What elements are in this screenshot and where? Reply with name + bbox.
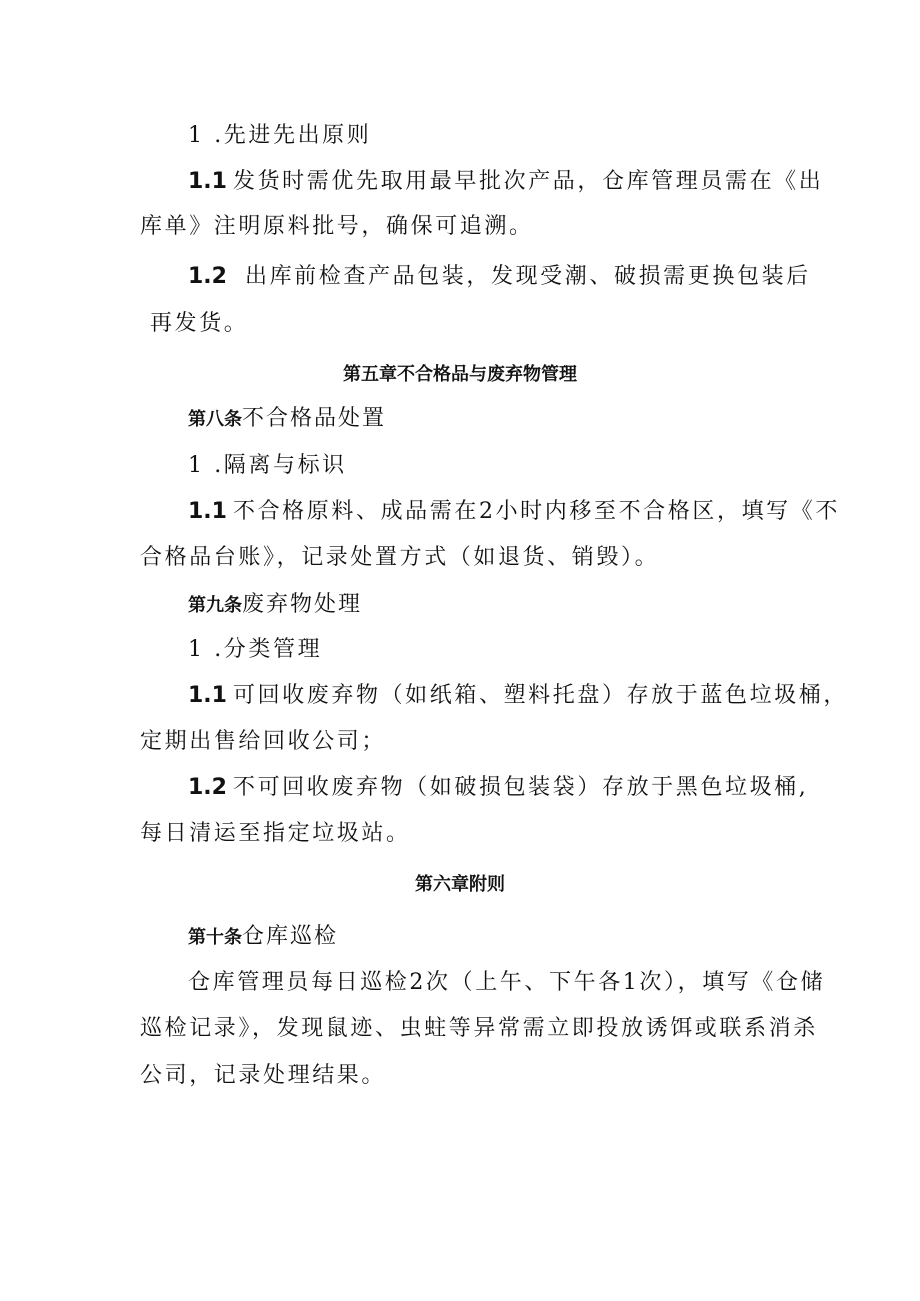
item-1-2-number: 1.2 [188, 264, 227, 289]
article-9-item-1-heading: 1 .分类管理 [188, 637, 323, 662]
article-8-item-1-1-text: 不合格原料、成品需在2小时内移至不合格区，填写《不 [232, 499, 840, 524]
article-8-item-1-1-number: 1.1 [188, 499, 227, 524]
chapter-6-title: 第六章附则 [415, 874, 505, 895]
item-1-heading: 1 .先进先出原则 [188, 123, 372, 148]
article-9-heading [188, 590, 362, 621]
article-8-label: 第八条 [188, 409, 242, 430]
article-9-label: 第九条 [188, 595, 242, 616]
chapter-5-title: 第五章不合格品与废弃物管理 [343, 364, 577, 385]
article-9-item-1-2-text: 不可回收废弃物（如破损包装袋）存放于黑色垃圾桶, [232, 775, 809, 800]
article-10-line-2: 巡检记录》，发现鼠迹、虫蛀等异常需立即投放诱饵或联系消杀 [140, 1016, 818, 1041]
article-9-title: 废弃物处理 [242, 592, 363, 617]
article-10-heading [188, 922, 338, 953]
item-1-2-text: 出库前检查产品包装，发现受潮、破损需更换包装后 [244, 264, 811, 289]
article-10-line-1: 仓库管理员每日巡检2次（上午、下午各1次），填写《仓储 [188, 970, 826, 995]
article-10-label: 第十条 [188, 927, 242, 948]
item-1-1-number: 1.1 [188, 169, 227, 194]
item-1-1-line-1 [188, 167, 823, 197]
item-1-2-line-2: 再发货。 [150, 311, 249, 336]
article-8-item-1-1-line-1 [188, 497, 840, 527]
article-9-item-1-1-text: 可回收废弃物（如纸箱、塑料托盘）存放于蓝色垃圾桶， [232, 683, 848, 708]
item-1-1-text: 发货时需优先取用最早批次产品，仓库管理员需在《出 [232, 169, 824, 194]
article-9-item-1-1-line-2: 定期出售给回收公司； [140, 729, 387, 754]
article-8-title: 不合格品处置 [242, 406, 387, 431]
article-8-heading [188, 404, 386, 435]
article-10-line-3: 公司，记录处理结果。 [140, 1063, 387, 1088]
item-1-2-line-1 [188, 262, 811, 292]
article-8-item-1-heading: 1 .隔离与标识 [188, 453, 347, 478]
article-8-item-1-1-line-2: 合格品台账》，记录处置方式（如退货、销毁）。 [140, 545, 660, 570]
article-10-title: 仓库巡检 [242, 924, 339, 949]
article-9-item-1-1-line-1 [188, 681, 848, 711]
item-1-1-line-2: 库单》注明原料批号，确保可追溯。 [140, 214, 534, 239]
article-9-item-1-2-line-1 [188, 773, 808, 803]
article-9-item-1-1-number: 1.1 [188, 683, 227, 708]
article-9-item-1-2-number: 1.2 [188, 775, 227, 800]
article-9-item-1-2-line-2: 每日清运至指定垃圾站。 [140, 821, 411, 846]
